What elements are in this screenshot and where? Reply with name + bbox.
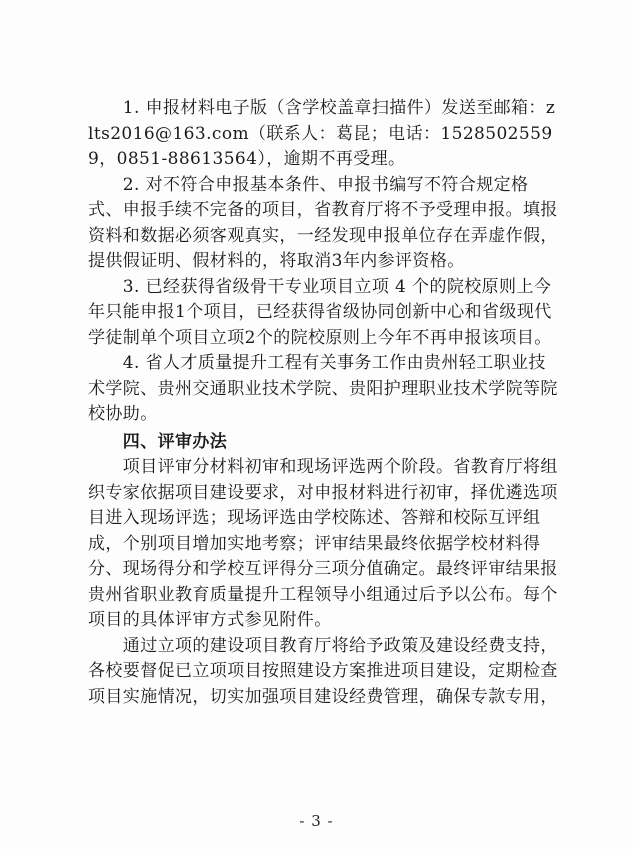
- section-heading-review-method: 四、评审办法: [88, 431, 228, 452]
- paragraph-eligibility: 2. 对不符合申报基本条件、申报书编写不符合规定格式、申报手续不完备的项目，省教育厅将不予受理申报。填报资料和数据必须客观真实，一经发现申报单位存在弄虚作假，提供假证明、假材料的，将取消3年内参评资格。: [88, 174, 558, 271]
- document-body: [88, 96, 558, 710]
- page-number: - 3 -: [299, 812, 334, 830]
- paragraph-funding-support: 通过立项的建设项目教育厅将给予政策及建设经费支持，各校要督促已立项项目按照建设方案推进项目建设，定期检查项目实施情况，切实加强项目建设经费管理，确保专款专用，: [88, 635, 558, 707]
- paragraph-submission-email: 1. 申报材料电子版（含学校盖章扫描件）发送至邮箱：zlts2016@163.com（联系人：葛昆；电话：15285025599，0851-88613564），逾期不再受理。: [88, 98, 556, 169]
- paragraph-assistance: 4. 省人才质量提升工程有关事务工作由贵州轻工职业技术学院、贵州交通职业技术学院、贵阳护理职业技术学院等院校协助。: [88, 353, 558, 424]
- paragraph-quota: 3. 已经获得省级骨干专业项目立项 4 个的院校原则上今年只能申报1个项目，已经获得省级协同创新中心和省级现代学徒制单个项目立项2个的院校原则上今年不再申报该项目。: [88, 276, 552, 348]
- paragraph-review-process: 项目评审分材料初审和现场评选两个阶段。省教育厅将组织专家依据项目建设要求，对申报材料进行初审，择优遴选项目进入现场评选；现场评选由学校陈述、答辩和校际互评组成，个别项目增加实地考察；评审结果最终依据学校材料得分、现场得分和学校互评得分三项分值确定。最终评审结果报贵州省职业教育质量提升工程领导小组通过后予以公布。每个项目的具体评审方式参见附件。: [88, 457, 558, 630]
